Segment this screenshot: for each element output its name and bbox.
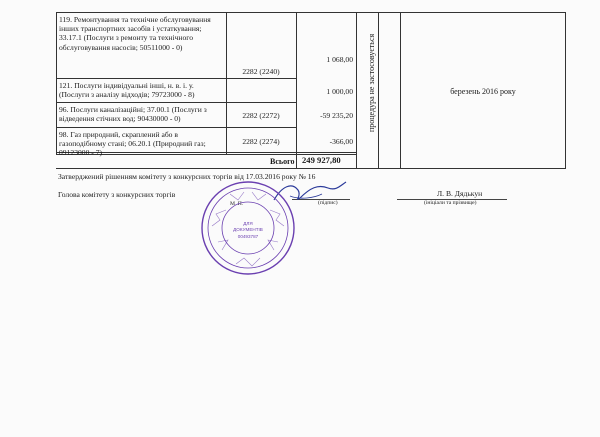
row-desc-98: 98. Газ природний, скраплений або в газоподібному стані; 06.20.1 (Природний газ; 09123000 - 7): [59, 130, 206, 158]
row-code-96: 2282 (2272): [242, 111, 280, 120]
row-code-shared: 2282 (2240): [242, 67, 280, 76]
stamp-place-label: М. П.: [230, 201, 244, 207]
procedure-note: процедура не застосовується: [367, 33, 376, 132]
row-amount-96: -59 235,20: [320, 111, 353, 120]
head-name: Л. В. Дядькун: [437, 189, 483, 198]
period-label: березень 2016 року: [450, 87, 516, 96]
seal-center-line1: ДЛЯ: [243, 221, 253, 226]
official-seal-icon: [200, 180, 296, 276]
seal-center-line2: ДОКУМЕНТІВ: [233, 227, 263, 232]
row-desc-96: 96. Послуги каналізаційні; 37.00.1 (Послуги з відведення стічних вод; 90430000 - 0): [59, 105, 207, 124]
row-code-98: 2282 (2274): [242, 137, 280, 146]
approval-text: Затверджений рішенням комітету з конкурсних торгів від 17.03.2016 року № 16: [58, 172, 316, 181]
row-amount-119: 1 068,00: [326, 55, 353, 64]
seal-center-code: 00493787: [237, 234, 259, 239]
total-value: 249 927,80: [302, 155, 341, 165]
row-desc-119: 119. Ремонтування та технічне обслуговування інших транспортних засобів і устаткування; 33.17.1 (Послуги з ремонту та технічного обслуговування насосів; 50511000 - 0): [59, 15, 211, 52]
committee-head-title: Голова комітету з конкурсних торгів: [58, 190, 176, 199]
row-desc-121: 121. Послуги індивідуальні інші, н. в. і. у. (Послуги з аналізу відходів; 79723000 - 8): [59, 81, 195, 100]
row-amount-98: -366,00: [329, 137, 353, 146]
row-amount-121: 1 000,00: [326, 87, 353, 96]
total-label: Всього: [270, 157, 295, 166]
signature-caption: (підпис): [318, 200, 338, 206]
name-caption: (ініціали та прізвище): [424, 200, 477, 206]
procurement-table: [56, 12, 566, 169]
